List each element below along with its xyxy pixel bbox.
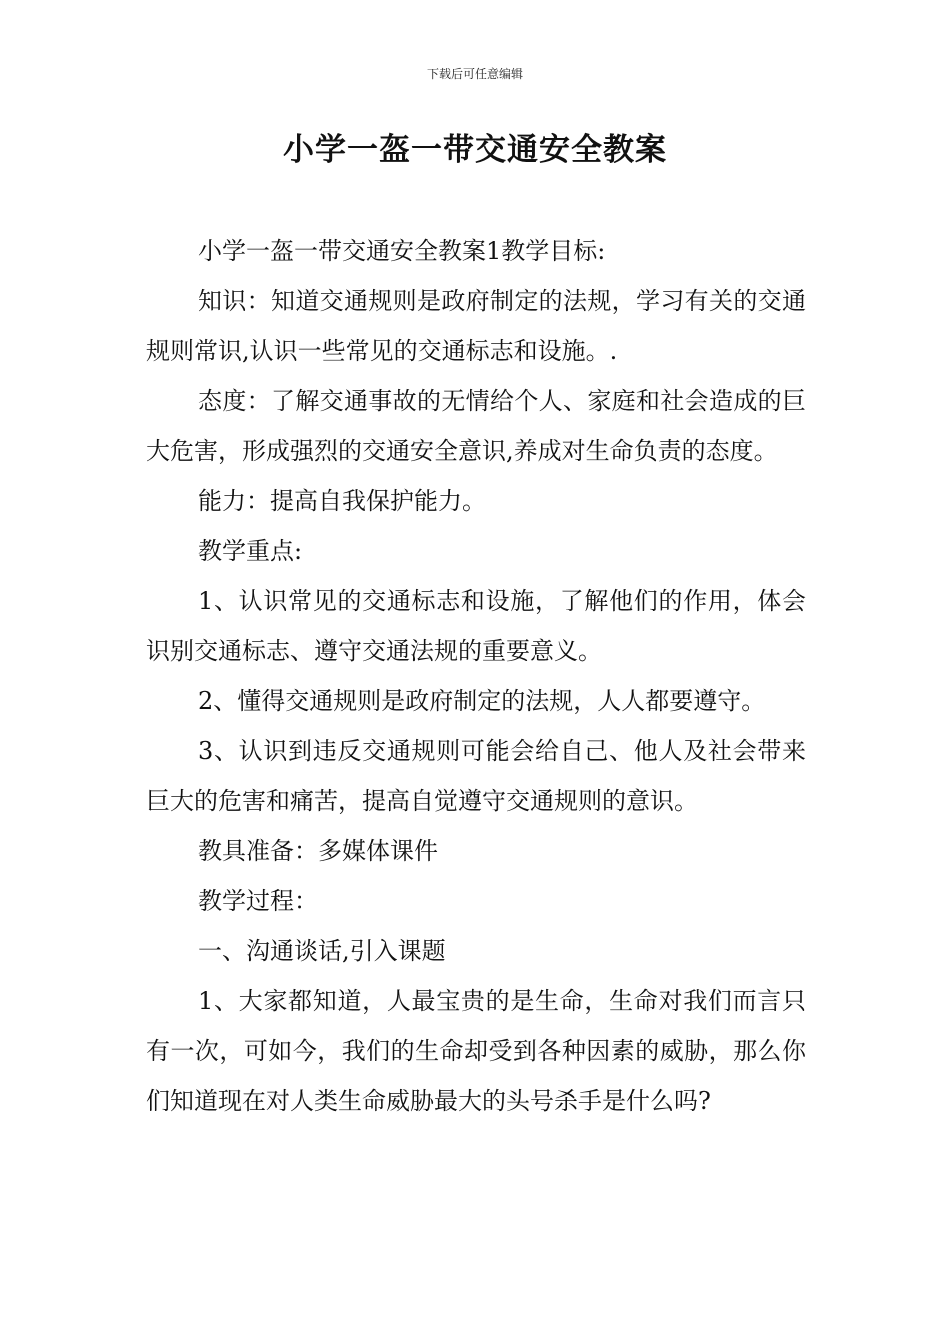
document-body <box>146 226 806 1126</box>
paragraph-key-point-1: 1、认识常见的交通标志和设施，了解他们的作用，体会识别交通标志、遵守交通法规的重要意义。 <box>146 587 806 665</box>
paragraph-materials: 教具准备：多媒体课件 <box>198 837 438 865</box>
paragraph-knowledge: 知识：知道交通规则是政府制定的法规，学习有关的交通规则常识,认识一些常见的交通标志和设施。. <box>146 287 806 365</box>
header-note: 下载后可任意编辑 <box>426 67 523 81</box>
paragraph-attitude: 态度：了解交通事故的无情给个人、家庭和社会造成的巨大危害，形成强烈的交通安全意识,养成对生命负责的态度。 <box>146 387 806 465</box>
paragraph-ability: 能力：提高自我保护能力。 <box>198 487 486 515</box>
paragraph-key-point-2: 2、懂得交通规则是政府制定的法规，人人都要遵守。 <box>198 687 766 715</box>
paragraph-section-1: 一、沟通谈话,引入课题 <box>198 937 446 965</box>
document-title: 小学一盔一带交通安全教案 <box>283 132 667 168</box>
paragraph-key-point-3: 3、认识到违反交通规则可能会给自己、他人及社会带来巨大的危害和痛苦，提高自觉遵守交通规则的意识。 <box>146 737 806 815</box>
paragraph-key-points-heading: 教学重点: <box>198 537 303 565</box>
paragraph-step-1: 1、大家都知道，人最宝贵的是生命，生命对我们而言只有一次，可如今，我们的生命却受到各种因素的威胁，那么你们知道现在对人类生命威胁最大的头号杀手是什么吗? <box>146 987 806 1115</box>
paragraph-process-heading: 教学过程： <box>198 887 318 915</box>
paragraph-intro: 小学一盔一带交通安全教案1教学目标: <box>198 237 606 265</box>
